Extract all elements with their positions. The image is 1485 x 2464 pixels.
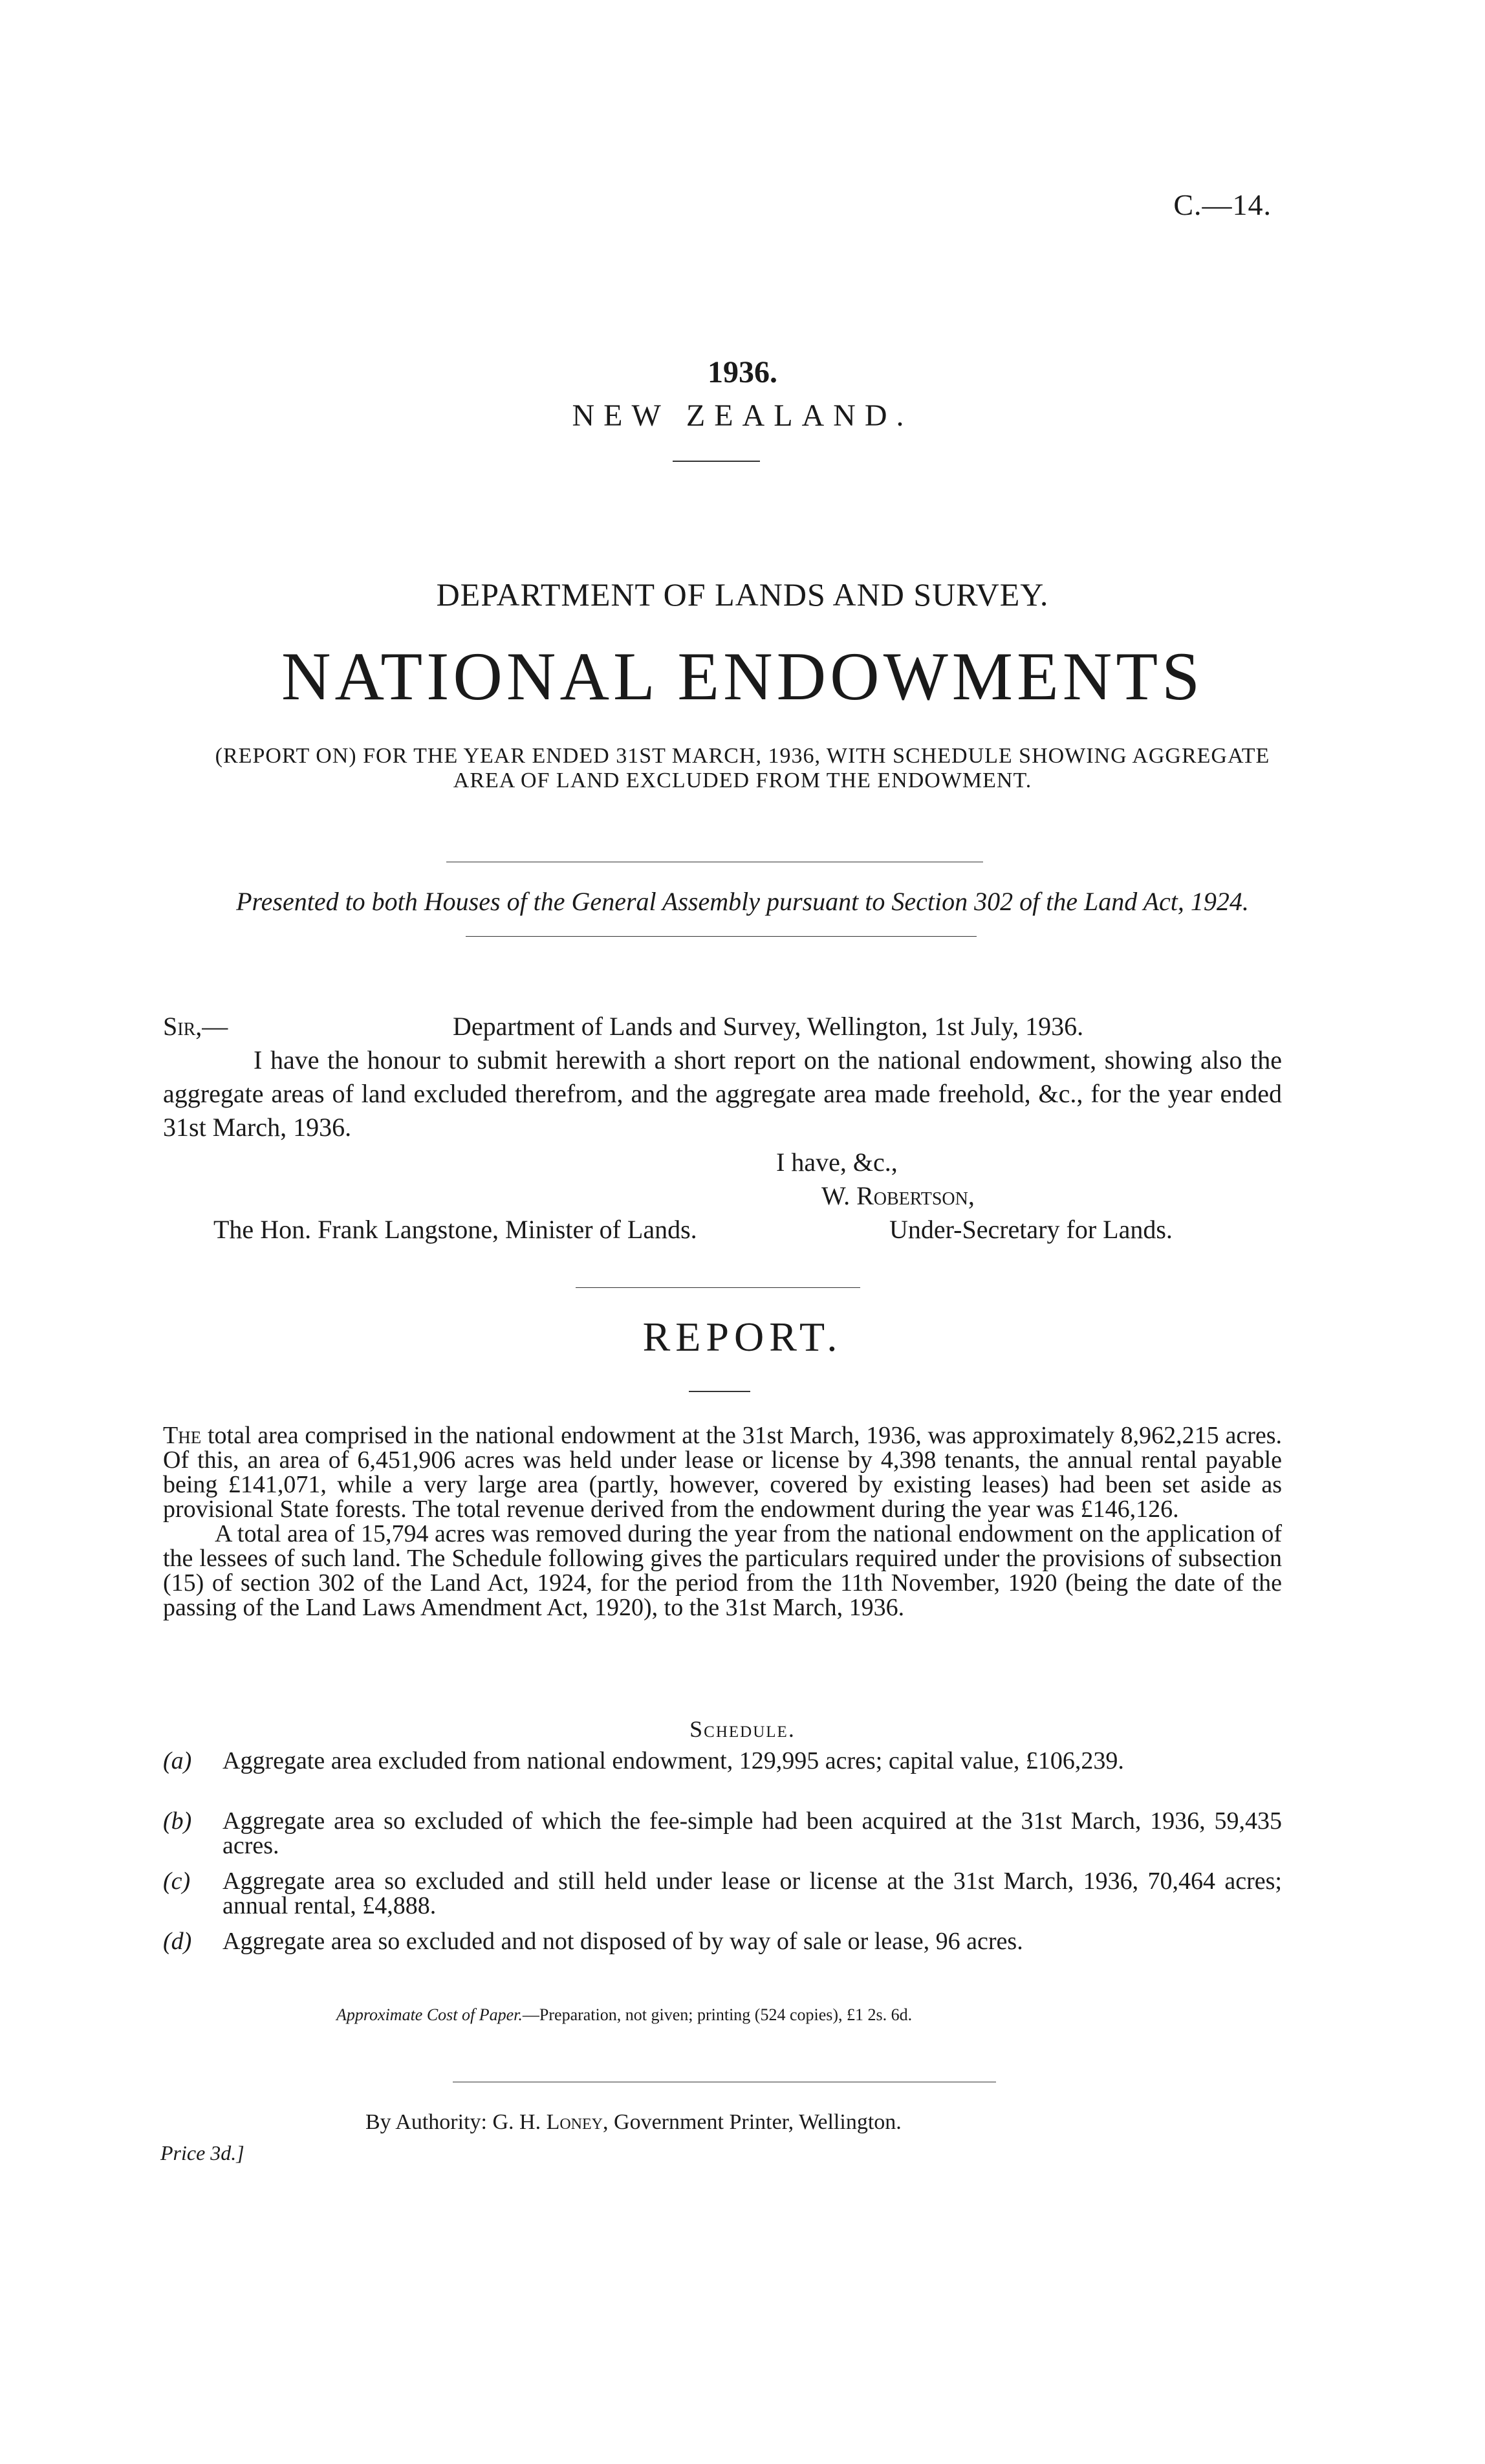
schedule-item-text: Aggregate area so excluded and not disposed of by way of sale or lease, 96 acres. [222, 1928, 1023, 1955]
schedule-item-text: Aggregate area excluded from national endowment, 129,995 acres; capital value, £106,239. [222, 1747, 1124, 1774]
letter-addressee: The Hon. Frank Langstone, Minister of Lands. [213, 1215, 697, 1244]
schedule-item-label: (d) [163, 1928, 192, 1955]
divider [673, 461, 760, 462]
schedule-item-label: (b) [163, 1807, 192, 1835]
cost-note: Approximate Cost of Paper.—Preparation, not given; printing (524 copies), £1 2s. 6d. [336, 2005, 913, 2024]
schedule-item [163, 1809, 1282, 1858]
schedule-item-label: (a) [163, 1747, 192, 1774]
divider [689, 1391, 750, 1392]
presented-note: Presented to both Houses of the General Assembly pursuant to Section 302 of the Land Act, 1924. [236, 887, 1249, 916]
document-year: 1936. [708, 355, 777, 389]
schedule-item [163, 1869, 1282, 1918]
subtitle-line-1: (REPORT ON) FOR THE YEAR ENDED 31ST MARCH, 1936, WITH SCHEDULE SHOWING AGGREGATE [215, 744, 1270, 768]
schedule-heading: Schedule. [689, 1716, 796, 1742]
letter-dateline: Department of Lands and Survey, Wellington, 1st July, 1936. [453, 1012, 1084, 1041]
salutation: Sir,— [163, 1012, 228, 1041]
letter-body: I have the honour to submit herewith a short report on the national endowment, showing also the aggregate areas of land excluded therefrom, and the aggregate area made freehold, &c., for the year ended 31st March, 1936. [163, 1045, 1282, 1142]
schedule-item-text: Aggregate area so excluded and still held under lease or license at the 31st March, 1936, 70,464 acres; annual rental, £4,888. [222, 1868, 1282, 1919]
divider [466, 936, 977, 937]
report-paragraph-2: A total area of 15,794 acres was removed during the year from the national endowment on the application of the lessees of such land. The Schedule following gives the particulars required under the provisions of subsection (15) of section 302 of the Land Act, 1924, for the period from the 11th November, 1920 (being the date of the passing of the Land Laws Amendment Act, 1920), to the 31st March, 1936. [163, 1520, 1282, 1621]
page-title: NATIONAL ENDOWMENTS [281, 638, 1204, 714]
subtitle-line-2: AREA OF LAND EXCLUDED FROM THE ENDOWMENT. [453, 769, 1032, 792]
divider [576, 1287, 860, 1288]
letter-closing: I have, &c., [776, 1148, 898, 1177]
report-heading: REPORT. [642, 1314, 843, 1360]
letter-signer: W. Robertson, [821, 1181, 975, 1210]
report-paragraph-1: The total area comprised in the national endowment at the 31st March, 1936, was approximately 8,962,215 acres. Of this, an area of 6,451,906 acres was held under lease or license by 4,398 tenants, the annual rental payable being £141,071, while a very large area (partly, however, covered by existing leases) had been set aside as provisional State forests. The total revenue derived from the endowment during the year was £146,126. [163, 1422, 1282, 1523]
schedule-item-label: (c) [163, 1868, 191, 1895]
document-reference: C.—14. [1173, 188, 1272, 221]
price-note: Price 3d.] [160, 2141, 244, 2164]
schedule-item-text: Aggregate area so excluded of which the fee-simple had been acquired at the 31st March, 1936, 59,435 acres. [222, 1807, 1282, 1859]
department-heading: DEPARTMENT OF LANDS AND SURVEY. [436, 576, 1049, 613]
schedule-item [163, 1929, 1282, 1954]
country-heading: NEW ZEALAND. [572, 398, 913, 433]
signer-title: Under-Secretary for Lands. [889, 1215, 1173, 1244]
schedule-item [163, 1749, 1282, 1773]
printer-authority: By Authority: G. H. Loney, Government Printer, Wellington. [365, 2110, 902, 2134]
report-body [163, 1423, 1282, 1620]
